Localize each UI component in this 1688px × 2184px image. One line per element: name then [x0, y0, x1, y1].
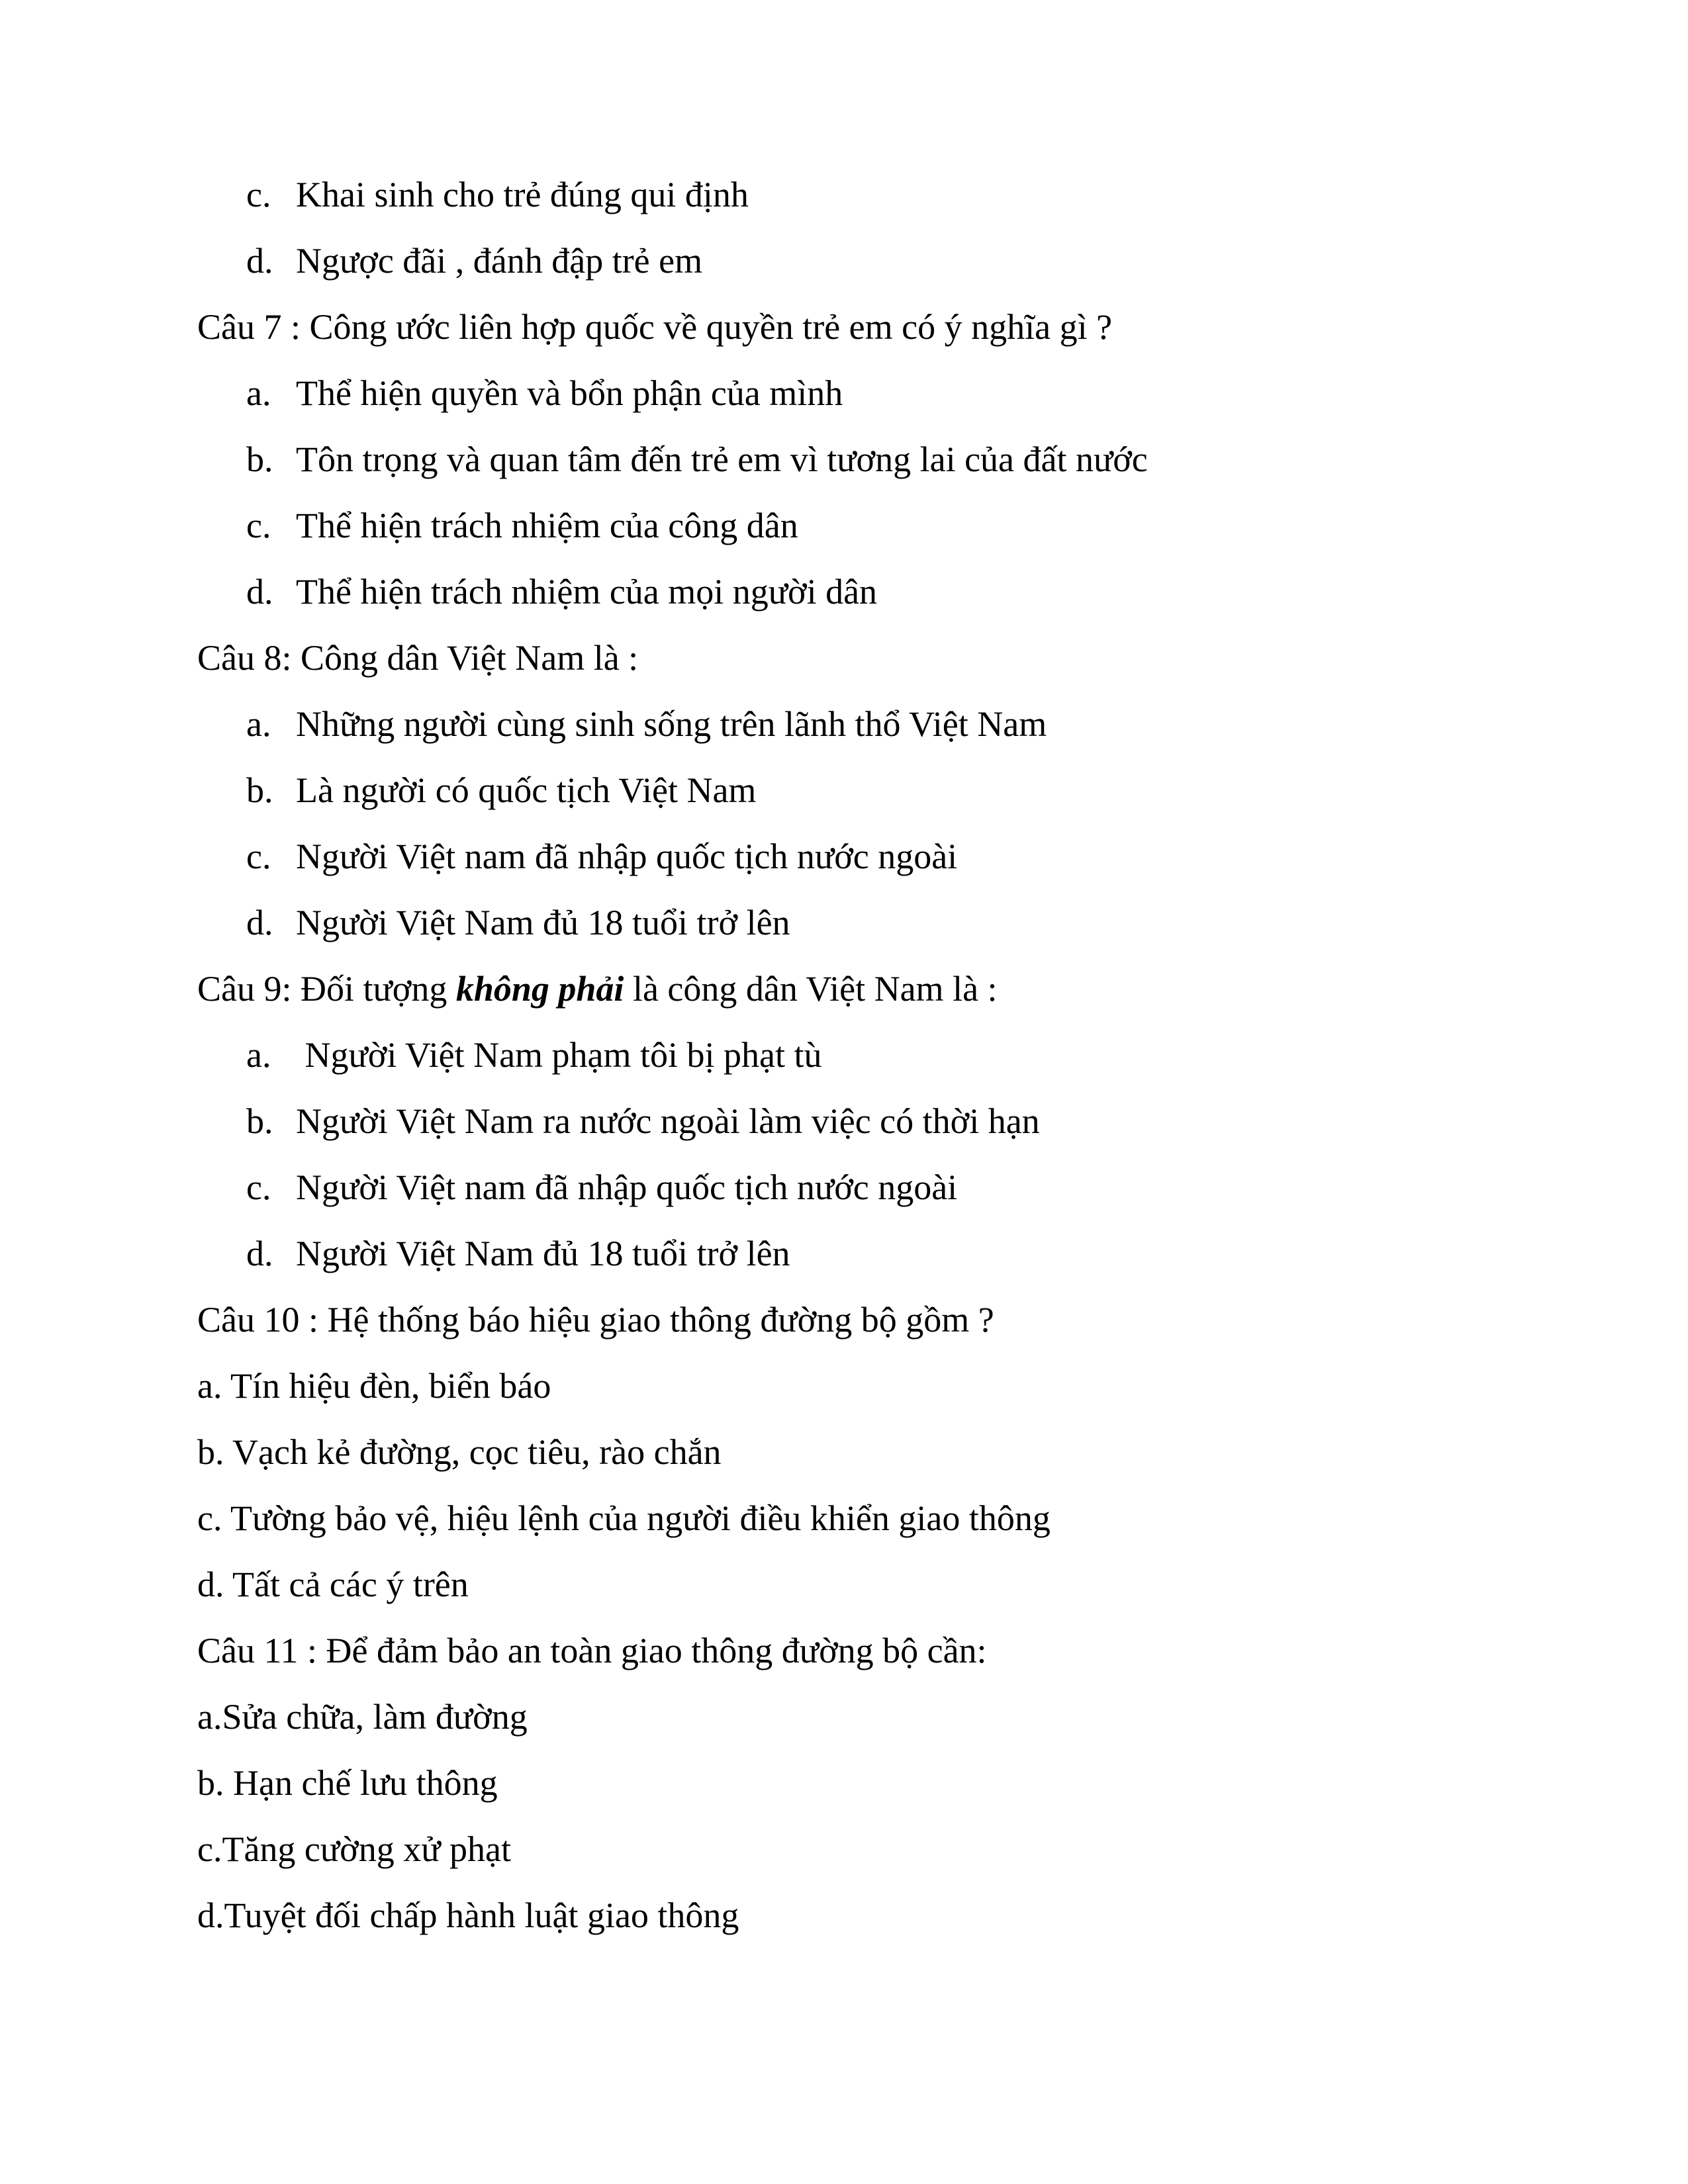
option-text: Người Việt nam đã nhập quốc tịch nước ngoài	[296, 837, 958, 876]
q9-option-c	[246, 1166, 957, 1208]
q6-option-c	[246, 173, 749, 216]
option-label: b.	[246, 439, 273, 479]
q9-option-a	[246, 1034, 822, 1076]
option-text: Người Việt Nam phạm tôi bị phạt tù	[296, 1035, 822, 1075]
q11-option-d: d.Tuyệt đối chấp hành luật giao thông	[197, 1895, 739, 1935]
option-text: Thể hiện trách nhiệm của mọi người dân	[296, 572, 878, 612]
option-label: c.	[246, 506, 271, 545]
option-text: Ngược đãi , đánh đập trẻ em	[296, 241, 703, 281]
option-label: b.	[246, 1101, 273, 1141]
q8-option-d	[246, 901, 790, 944]
option-text: Thể hiện trách nhiệm của công dân	[296, 506, 798, 545]
option-label: a.	[246, 1035, 271, 1075]
option-text: Những người cùng sinh sống trên lãnh thổ Việt Nam	[296, 704, 1047, 744]
q9-option-b	[246, 1100, 1040, 1142]
option-label: d.	[246, 1234, 273, 1273]
question-11: Câu 11 : Để đảm bảo an toàn giao thông đường bộ cần:	[197, 1631, 987, 1670]
option-text: Người Việt nam đã nhập quốc tịch nước ngoài	[296, 1167, 958, 1207]
option-label: d.	[246, 572, 273, 612]
option-text: Người Việt Nam đủ 18 tuổi trở lên	[296, 1234, 790, 1273]
q8-option-b	[246, 769, 756, 811]
option-label: a.	[246, 373, 271, 413]
q8-option-a	[246, 703, 1047, 745]
option-label: a.	[246, 704, 271, 744]
q10-option-d: d. Tất cả các ý trên	[197, 1565, 469, 1604]
option-label: c.	[246, 1167, 271, 1207]
option-text: Thể hiện quyền và bổn phận của mình	[296, 373, 843, 413]
option-text: Người Việt Nam ra nước ngoài làm việc có thời hạn	[296, 1101, 1040, 1141]
q10-option-c: c. Tường bảo vệ, hiệu lệnh của người điều khiển giao thông	[197, 1498, 1051, 1538]
question-text: là công dân Việt Nam là :	[624, 969, 998, 1009]
question-7: Câu 7 : Công ước liên hợp quốc về quyền trẻ em có ý nghĩa gì ?	[197, 307, 1113, 347]
option-label: d.	[246, 903, 273, 942]
option-label: d.	[246, 241, 273, 281]
question-text: Câu 9: Đối tượng	[197, 969, 456, 1009]
option-label: b.	[246, 770, 273, 810]
q7-option-d	[246, 570, 877, 613]
question-10: Câu 10 : Hệ thống báo hiệu giao thông đường bộ gồm ?	[197, 1300, 994, 1340]
q10-option-a: a. Tín hiệu đèn, biển báo	[197, 1366, 551, 1406]
question-9	[197, 968, 998, 1010]
q7-option-c	[246, 504, 798, 547]
option-label: c.	[246, 837, 271, 876]
q9-option-d	[246, 1232, 790, 1275]
emphasis-text: không phải	[455, 969, 624, 1009]
option-label: c.	[246, 175, 271, 214]
option-text: Tôn trọng và quan tâm đến trẻ em vì tương lai của đất nước	[296, 439, 1148, 479]
q11-option-c: c.Tăng cường xử phạt	[197, 1829, 511, 1869]
option-text: Người Việt Nam đủ 18 tuổi trở lên	[296, 903, 790, 942]
q6-option-d	[246, 240, 702, 282]
q11-option-a: a.Sửa chữa, làm đường	[197, 1697, 528, 1737]
option-text: Khai sinh cho trẻ đúng qui định	[296, 175, 749, 214]
option-text: Là người có quốc tịch Việt Nam	[296, 770, 757, 810]
q8-option-c	[246, 835, 957, 878]
q7-option-a	[246, 372, 843, 414]
q10-option-b: b. Vạch kẻ đường, cọc tiêu, rào chắn	[197, 1432, 722, 1472]
q11-option-b: b. Hạn chế lưu thông	[197, 1763, 498, 1803]
question-8: Câu 8: Công dân Việt Nam là :	[197, 638, 639, 678]
q7-option-b	[246, 438, 1148, 480]
